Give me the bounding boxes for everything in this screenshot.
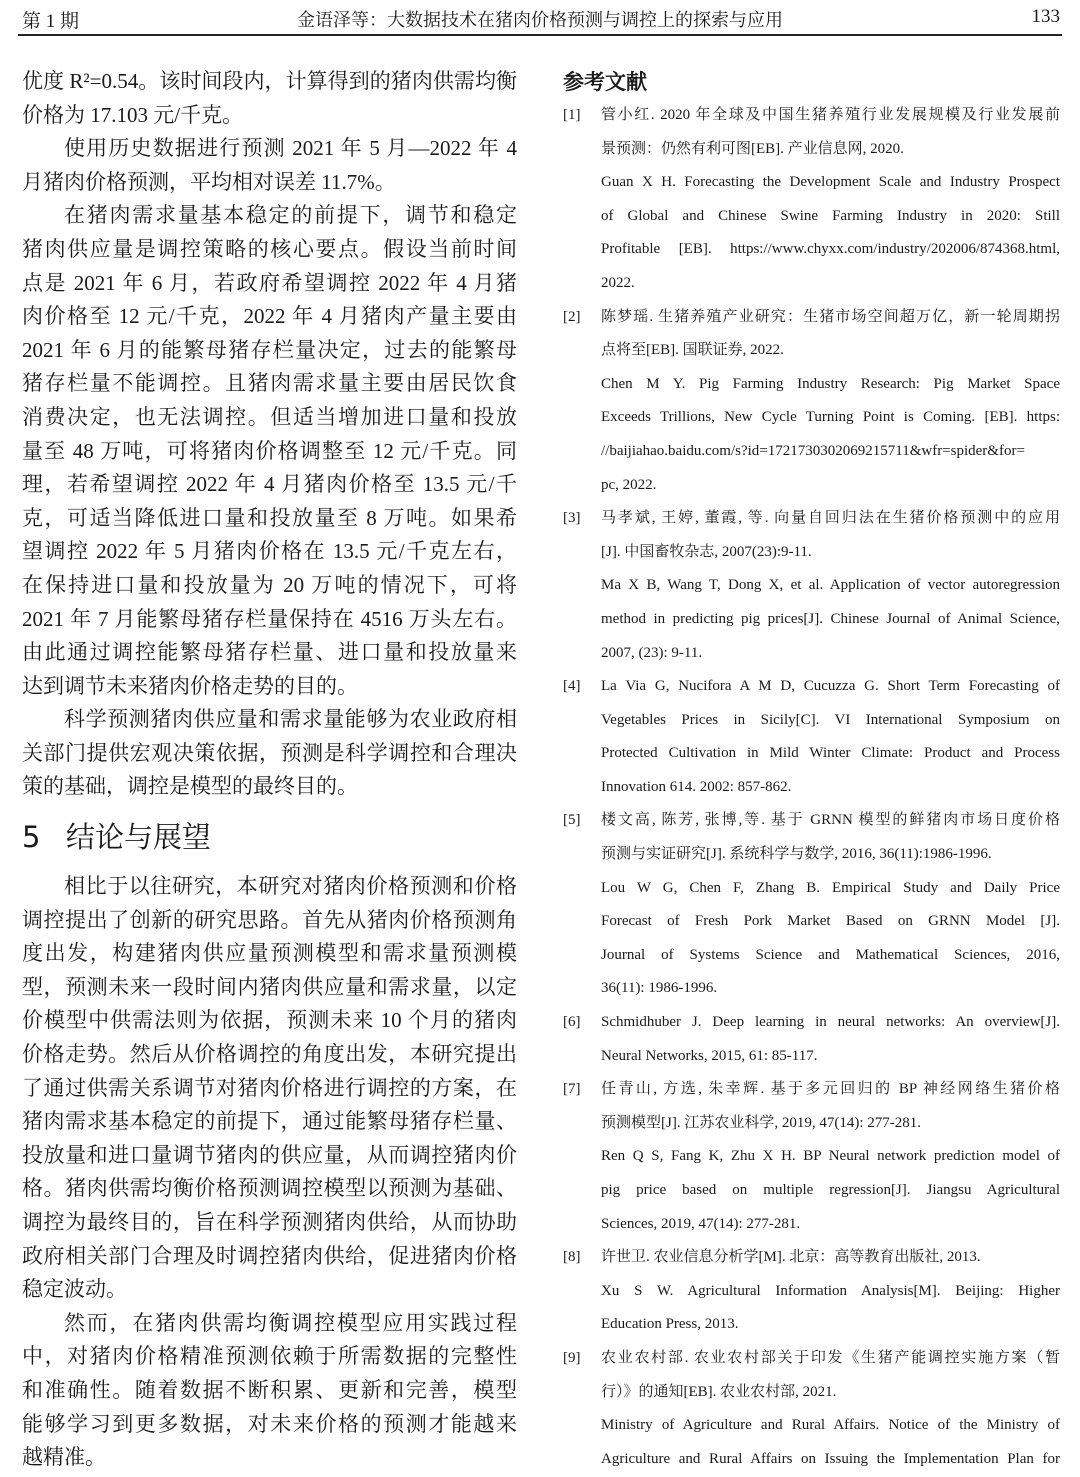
reference-line: 点将至[EB]. 国联证券, 2022. [601,342,784,359]
paragraph [22,132,517,199]
section-heading [22,804,517,870]
text-line: 中，对猪肉价格精准预测依赖于所需数据的完整性 [22,1344,517,1369]
text-line: 2021 年 7 月能繁母猪存栏量保持在 4516 万头左右。 [22,606,517,631]
text-line: 稳定波动。 [22,1277,127,1302]
reference-line: Innovation 614. 2002: 857-862. [601,778,792,795]
reference-line: 2007, (23): 9-11. [601,644,703,661]
reference-line: Ma X B, Wang T, Dong X, et al. Application of vector autoregression [601,577,1060,594]
reference-item [563,502,1060,670]
left-column [22,65,517,1475]
text-line: 消费决定，也无法调控。但适当增加进口量和投放 [22,404,517,429]
text-line: 点是 2021 年 6 月，若政府希望调控 2022 年 4 月猪 [22,270,517,295]
section-title: 结论与展望 [66,820,212,855]
reference-line: 预测与实证研究[J]. 系统科学与数学, 2016, 36(11):1986-1996. [601,846,992,863]
reference-line: 2022. [601,274,635,291]
text-line: 在猪肉需求量基本稳定的前提下，调节和稳定 [64,203,517,228]
reference-label: [7] [563,1081,581,1098]
reference-item [563,1241,1060,1342]
text-line: 科学预测猪肉供应量和需求量能够为农业政府相 [64,707,517,732]
reference-line: //baijiahao.baidu.com/s?id=1721730302069215711&wfr=spider&for= [601,442,1025,459]
text-line: 克，可适当降低进口量和投放量至 8 万吨。如果希 [22,505,517,530]
text-line: 肉价格至 12 元/千克，2022 年 4 月猪肉产量主要由 [22,304,517,329]
section-number: 5 [22,820,41,855]
references-column [563,65,1060,1476]
text-line: 格。猪肉供需均衡价格预测调控模型以预测为基础、 [22,1176,517,1201]
text-line: 价格为 17.103 元/千克。 [22,102,244,127]
text-line: 理，若希望调控 2022 年 4 月猪肉价格至 13.5 元/千 [22,472,517,497]
text-line: 优度 R²=0.54。该时间段内，计算得到的猪肉供需均衡 [22,69,517,93]
reference-line: Exceeds Trillions, New Cycle Turning Point is Coming. [EB]. https: [601,409,1060,426]
text-line: 价格走势。然后从价格调控的角度出发，本研究提出 [22,1042,517,1067]
reference-line: Sciences, 2019, 47(14): 277-281. [601,1215,801,1232]
text-line: 调控提出了创新的研究思路。首先从猪肉价格预测角 [22,907,517,932]
page-number: 133 [1031,6,1060,27]
paragraph [22,703,517,804]
reference-line: Chen M Y. Pig Farming Industry Research: Pig Market Space [601,375,1060,392]
paragraph [22,870,517,1307]
reference-line: 任青山, 方选, 朱幸辉. 基于多元回归的 BP 神经网络生猪价格 [601,1081,1060,1098]
paragraph [22,65,517,132]
running-title: 金语泽等：大数据技术在猪肉价格预测与调控上的探索与应用 [297,10,783,31]
reference-line: 行）》的通知[EB]. 农业农村部, 2021. [601,1383,837,1400]
text-line: 投放量和进口量调节猪肉的供应量，从而调控猪肉价 [22,1142,517,1167]
reference-line: 楼文高, 陈芳, 张博,等. 基于 GRNN 模型的鲜猪肉市场日度价格 [601,812,1060,829]
reference-line: Education Press, 2013. [601,1316,739,1333]
reference-line: method in predicting pig prices[J]. Chinese Journal of Animal Science, [601,610,1060,627]
reference-line: Protected Cultivation in Mild Winter Climate: Product and Process [601,745,1060,762]
text-line: 量至 48 万吨，可将猪肉价格调整至 12 元/千克。同 [22,438,517,463]
text-line: 价模型中供需法则为依据，预测未来 10 个月的猪肉 [22,1008,517,1033]
reference-line: [J]. 中国畜牧杂志, 2007(23):9-11. [601,543,812,560]
reference-item [563,1073,1060,1241]
reference-label: [3] [563,510,581,527]
reference-line: Ren Q S, Fang K, Zhu X H. BP Neural network prediction model of [601,1148,1060,1165]
reference-list [563,99,1060,1476]
reference-item [563,301,1060,503]
text-line: 2021 年 6 月的能繁母猪存栏量决定，过去的能繁母 [22,337,517,362]
reference-item [563,99,1060,301]
reference-line: Lou W G, Chen F, Zhang B. Empirical Study and Daily Price [601,879,1060,896]
reference-label: [4] [563,678,581,695]
running-header [18,0,1062,36]
reference-line: Neural Networks, 2015, 61: 85-117. [601,1047,818,1064]
reference-line: 管小红. 2020 年全球及中国生猪养殖行业发展规模及行业发展前 [601,107,1060,123]
text-line: 望调控 2022 年 5 月猪肉价格在 13.5 元/千克左右， [22,539,517,564]
reference-line: Agriculture and Rural Affairs on Issuing the Implementation Plan for [601,1450,1060,1467]
text-line: 猪肉需求基本稳定的前提下，通过能繁母猪存栏量、 [22,1109,517,1134]
text-line: 调控为最终目的，旨在科学预测猪肉供给，从而协助 [22,1210,517,1234]
reference-item [563,1342,1060,1476]
reference-label: [9] [563,1349,581,1366]
reference-line: of Global and Chinese Swine Farming Industry in 2020: Still [601,207,1060,224]
text-line: 猪存栏量不能调控。且猪肉需求量主要由居民饮食 [22,371,517,396]
text-line: 型，预测未来一段时间内猪肉供应量和需求量，以定 [22,974,517,999]
text-line: 越精准。 [22,1445,106,1470]
text-line: 度出发，构建猪肉供应量预测模型和需求量预测模 [22,941,517,966]
reference-line: Schmidhuber J. Deep learning in neural networks: An overview[J]. [601,1014,1060,1031]
text-line: 月猪肉价格预测，平均相对误差 11.7%。 [22,169,396,194]
reference-line: Profitable [EB]. https://www.chyxx.com/industry/202006/874368.html, [601,241,1060,258]
reference-line: 预测模型[J]. 江苏农业科学, 2019, 47(14): 277-281. [601,1114,921,1131]
reference-line: Forecast of Fresh Pork Market Based on GRNN Model [J]. [601,913,1060,930]
text-line: 使用历史数据进行预测 2021 年 5 月—2022 年 4 [64,136,517,161]
reference-line: 陈梦瑶. 生猪养殖产业研究：生猪市场空间超万亿，新一轮周期拐 [601,308,1060,325]
text-line: 关部门提供宏观决策依据，预测是科学调控和合理决 [22,740,517,765]
text-line: 能够学习到更多数据，对未来价格的预测才能越来 [22,1411,517,1436]
reference-label: [2] [563,308,581,325]
references-heading: 参考文献 [563,70,647,94]
reference-line: 36(11): 1986-1996. [601,980,718,997]
reference-line: 马孝斌, 王婷, 董霞, 等. 向量自回归法在生猪价格预测中的应用 [601,510,1060,527]
reference-line: 景预测：仍然有利可图[EB]. 产业信息网, 2020. [601,140,904,157]
paragraph [22,199,517,703]
reference-line: Xu S W. Agricultural Information Analysis[M]. Beijing: Higher [601,1282,1060,1299]
paragraph [22,1307,517,1475]
reference-label: [1] [563,107,581,123]
reference-line: La Via G, Nucifora A M D, Cucuzza G. Short Term Forecasting of [601,678,1060,695]
reference-line: 农业农村部. 农业农村部关于印发《生猪产能调控实施方案（暂 [601,1349,1060,1366]
reference-item [563,804,1060,1006]
reference-line: pig price based on multiple regression[J]. Jiangsu Agricultural [601,1182,1060,1198]
reference-item [563,1006,1060,1073]
text-line: 政府相关部门合理及时调控猪肉供给，促进猪肉价格 [22,1243,517,1268]
text-line: 达到调节未来猪肉价格走势的目的。 [22,673,358,698]
text-line: 然而，在猪肉供需均衡调控模型应用实践过程 [64,1310,517,1335]
reference-line: Journal of Systems Science and Mathematical Sciences, 2016, [601,946,1060,963]
reference-line: 许世卫. 农业信息分析学[M]. 北京：高等教育出版社, 2013. [601,1249,981,1266]
text-line: 相比于以往研究，本研究对猪肉价格预测和价格 [64,874,517,899]
reference-line: Vegetables Prices in Sicily[C]. VI International Symposium on [601,711,1060,728]
reference-line: Ministry of Agriculture and Rural Affairs. Notice of the Ministry of [601,1417,1060,1434]
reference-line: Guan X H. Forecasting the Development Scale and Industry Prospect [601,174,1060,191]
reference-label: [8] [563,1249,581,1266]
reference-line: pc, 2022. [601,476,657,493]
text-line: 猪肉供应量是调控策略的核心要点。假设当前时间 [22,236,517,261]
reference-item [563,670,1060,804]
reference-label: [5] [563,812,581,829]
reference-label: [6] [563,1014,581,1031]
issue-number: 第 1 期 [22,11,80,32]
text-line: 在保持进口量和投放量为 20 万吨的情况下，可将 [22,572,517,597]
text-line: 和准确性。随着数据不断积累、更新和完善，模型 [22,1377,517,1402]
text-line: 由此通过调控能繁母猪存栏量、进口量和投放量来 [22,640,517,665]
text-line: 策的基础，调控是模型的最终目的。 [22,774,358,799]
text-line: 了通过供需关系调节对猪肉价格进行调控的方案，在 [22,1075,517,1100]
